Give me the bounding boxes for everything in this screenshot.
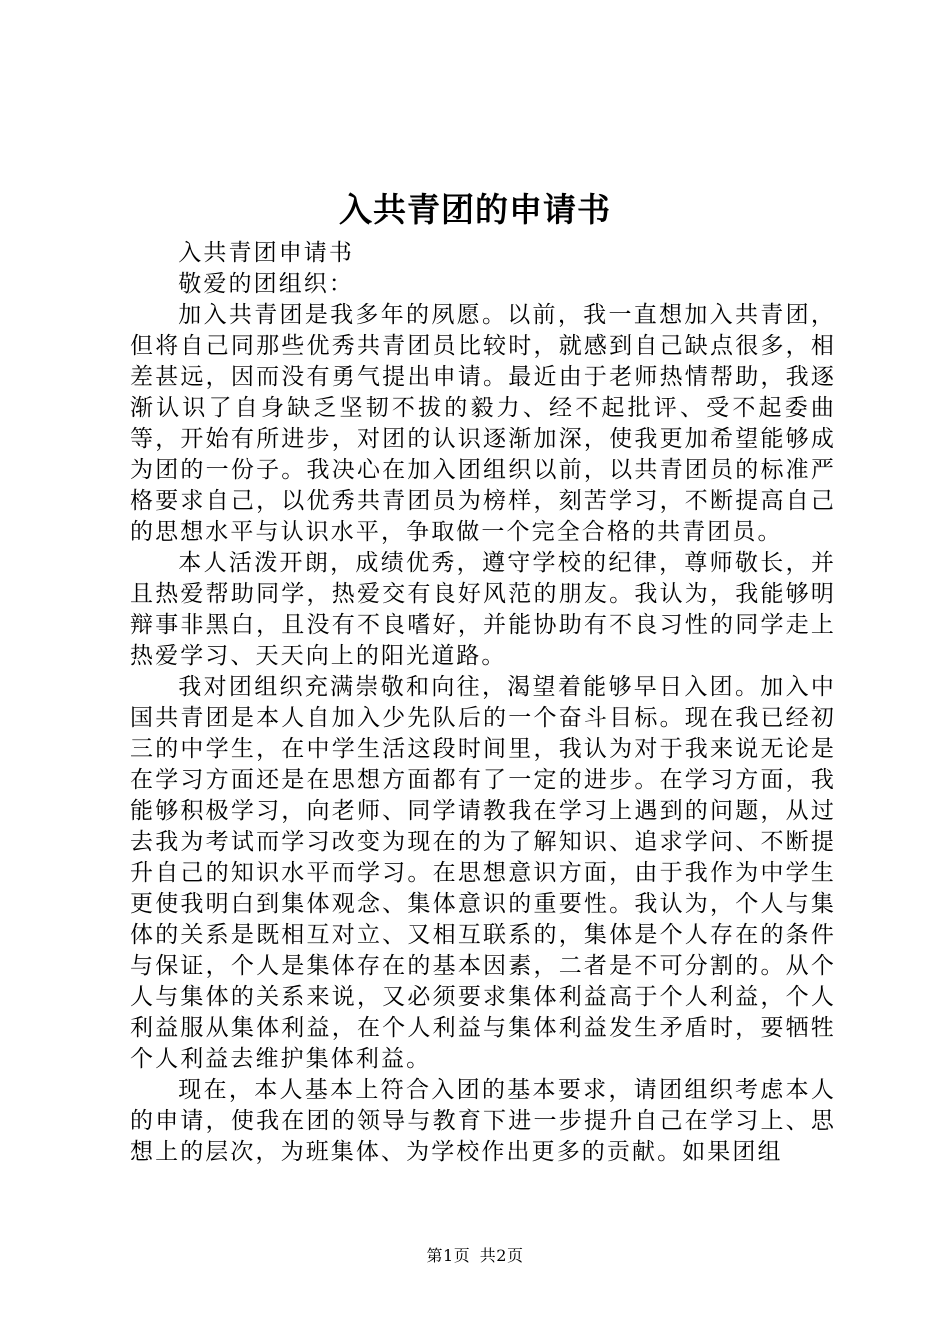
salutation: 敬爱的团组织： — [178, 271, 354, 297]
page-total: 共2页 — [479, 1246, 524, 1265]
page-number: 第1页 — [426, 1246, 471, 1265]
page-footer — [0, 1243, 950, 1266]
paragraph: 加入共青团是我多年的夙愿。以前，我一直想加入共青团，但将自己同那些优秀共青团员比较时，就感到自己缺点很多，相差甚远，因而没有勇气提出申请。最近由于老师热情帮助，我逐渐认识了自身缺乏坚韧不拔的毅力、经不起批评、受不起委曲等，开始有所进步，对团的认识逐渐加深，使我更加希望能够成为团的一份子。我决心在加入团组织以前，以共青团员的标准严格要求自己，以优秀共青团员为榜样，刻苦学习，不断提高自己的思想水平与认识水平，争取做一个完全合格的共青团员。 — [130, 302, 836, 545]
document-title: 入共青团的申请书 — [339, 190, 611, 229]
paragraph: 我对团组织充满崇敬和向往，渴望着能够早日入团。加入中国共青团是本人自加入少先队后的一个奋斗目标。现在我已经初三的中学生，在中学生活这段时间里，我认为对于我来说无论是在学习方面还是在思想方面都有了一定的进步。在学习方面，我能够积极学习，向老师、同学请教我在学习上遇到的问题，从过去我为考试而学习改变为现在的为了解知识、追求学问、不断提升自己的知识水平而学习。在思想意识方面，由于我作为中学生更使我明白到集体观念、集体意识的重要性。我认为，个人与集体的关系是既相互对立、又相互联系的，集体是个人存在的条件与保证，个人是集体存在的基本因素，二者是不可分割的。从个人与集体的关系来说，又必须要求集体利益高于个人利益，个人利益服从集体利益，在个人利益与集体利益发生矛盾时，要牺牲个人利益去维护集体利益。 — [130, 674, 836, 1072]
paragraph: 本人活泼开朗，成绩优秀，遵守学校的纪律，尊师敬长，并且热爱帮助同学，热爱交有良好风范的朋友。我认为，我能够明辩事非黑白，且没有不良嗜好，并能协助有不良习性的同学走上热爱学习、天天向上的阳光道路。 — [130, 550, 836, 669]
subtitle-line: 入共青团申请书 — [178, 240, 354, 266]
paragraph: 现在，本人基本上符合入团的基本要求，请团组织考虑本人的申请，使我在团的领导与教育下进一步提升自己在学习上、思想上的层次，为班集体、为学校作出更多的贡献。如果团组 — [130, 1077, 836, 1165]
document-body — [130, 238, 836, 1168]
